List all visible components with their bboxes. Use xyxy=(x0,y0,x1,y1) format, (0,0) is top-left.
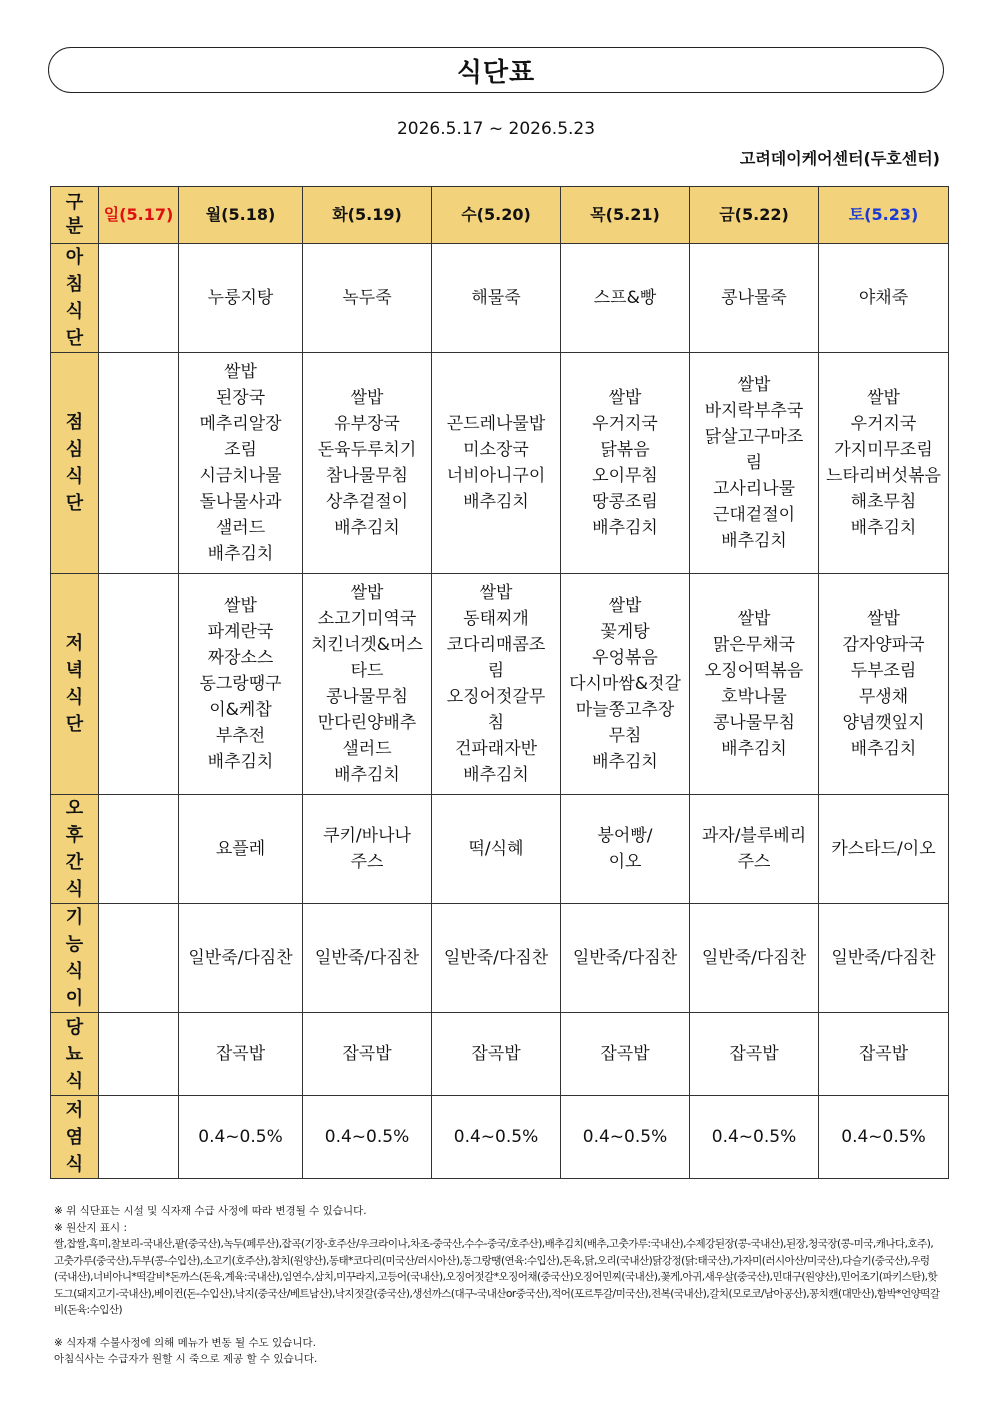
menu-item: 무침 xyxy=(608,726,642,746)
menu-item: 가지미무조림 xyxy=(834,440,933,460)
menu-item: 일반죽/다짐찬 xyxy=(701,948,807,968)
menu-cell-functional-wed xyxy=(432,904,561,1013)
menu-item: 잡곡밥 xyxy=(342,1044,392,1064)
breakfast-notice: 아침식사는 수급자가 원할 시 죽으로 제공 할 수 있습니다. xyxy=(54,1353,318,1365)
menu-cell-lunch-fri xyxy=(690,353,819,574)
menu-cell-functional-thu xyxy=(561,904,690,1013)
menu-item: 다시마쌈&젓갈 xyxy=(569,674,681,694)
menu-item: 일반죽/다짐찬 xyxy=(314,948,420,968)
menu-item: 돈육두루치기 xyxy=(317,440,417,460)
menu-item: 콩나물무침 xyxy=(712,713,796,733)
menu-item: 쌀밥 xyxy=(737,375,771,395)
row-header-snack xyxy=(51,795,99,904)
menu-item: 양념깻잎지 xyxy=(842,713,925,733)
menu-cell-low-salt-fri xyxy=(690,1096,819,1179)
menu-item: 동그랑땡구 xyxy=(199,674,282,694)
menu-cell-dinner-tue xyxy=(303,574,432,795)
menu-item: 스프&빵 xyxy=(593,288,657,308)
corner-cell xyxy=(51,187,99,244)
row-header-char: 단 xyxy=(65,714,84,735)
row-header-char: 심 xyxy=(65,439,84,460)
menu-item: 배추김치 xyxy=(592,518,658,538)
menu-item: 호박나물 xyxy=(721,687,787,707)
menu-cell-functional-fri xyxy=(690,904,819,1013)
menu-item: 일반죽/다짐찬 xyxy=(572,948,678,968)
menu-item: 쿠키/바나나 xyxy=(323,826,411,846)
menu-item: 해물죽 xyxy=(471,288,521,308)
day-header-sun: 일(5.17) xyxy=(99,187,179,244)
menu-item: 쌀밥 xyxy=(867,609,900,629)
menu-row-snack xyxy=(51,795,949,904)
menu-item: 메추리알장 xyxy=(199,414,282,434)
menu-item: 코다리매콤조 xyxy=(446,635,546,655)
menu-cell-dinner-fri xyxy=(690,574,819,795)
menu-item: 붕어빵/ xyxy=(597,826,653,846)
menu-item: 우거지국 xyxy=(592,414,658,434)
corner-char: 분 xyxy=(65,216,84,237)
day-header-tue: 화(5.19) xyxy=(303,187,432,244)
menu-item: 쌀밥 xyxy=(479,583,513,603)
menu-item: 오이무침 xyxy=(592,466,658,486)
row-header-char: 능 xyxy=(65,934,84,955)
menu-item: 배추김치 xyxy=(592,752,658,772)
menu-item: 콩나물무침 xyxy=(325,687,409,707)
menu-row-breakfast xyxy=(51,244,949,353)
menu-cell-lunch-sat xyxy=(819,353,949,574)
menu-item: 일반죽/다짐찬 xyxy=(831,948,936,968)
supply-notice: ※ 식자재 수불사정에 의해 메뉴가 변동 될 수도 있습니다. xyxy=(54,1336,316,1349)
menu-item: 돌나물사과 xyxy=(199,492,282,512)
menu-item: 배추김치 xyxy=(850,739,917,759)
menu-cell-breakfast-wed xyxy=(432,244,561,353)
day-header-sat: 토(5.23) xyxy=(819,187,949,244)
menu-item: 쌀밥 xyxy=(224,362,257,382)
corner-char: 구 xyxy=(65,192,84,213)
menu-cell-snack-tue xyxy=(303,795,432,904)
menu-cell-breakfast-sun xyxy=(99,244,179,353)
row-header-dinner xyxy=(51,574,99,795)
menu-cell-dinner-sat xyxy=(819,574,949,795)
day-header-wed: 수(5.20) xyxy=(432,187,561,244)
menu-row-functional xyxy=(51,904,949,1013)
row-header-char: 단 xyxy=(65,493,84,514)
row-header-char: 식 xyxy=(65,879,84,900)
menu-cell-dinner-mon xyxy=(179,574,303,795)
center-name: 고려데이케어센터(두호센터) xyxy=(739,149,940,168)
menu-item: 잡곡밥 xyxy=(729,1044,779,1064)
menu-cell-snack-sun xyxy=(99,795,179,904)
menu-cell-snack-thu xyxy=(561,795,690,904)
page-title: 식단표 xyxy=(456,57,536,88)
menu-cell-breakfast-fri xyxy=(690,244,819,353)
menu-item: 고사리나물 xyxy=(712,479,796,499)
row-header-diabetic xyxy=(51,1013,99,1096)
menu-item: 배추김치 xyxy=(334,765,400,785)
menu-item: 과자/블루베리 xyxy=(701,826,807,846)
menu-period: 2026.5.17 ~ 2026.5.23 xyxy=(396,119,596,139)
menu-item: 배추김치 xyxy=(463,492,529,512)
row-header-char: 뇨 xyxy=(65,1043,84,1065)
menu-item: 침 xyxy=(487,713,505,733)
menu-item: 주스 xyxy=(737,852,771,872)
row-header-char: 후 xyxy=(65,825,84,846)
row-header-breakfast xyxy=(51,244,99,353)
menu-item: 잡곡밥 xyxy=(600,1044,650,1064)
row-header-char: 식 xyxy=(65,301,84,322)
menu-item: 주스 xyxy=(350,852,384,872)
row-header-char: 식 xyxy=(65,687,84,708)
row-header-char: 염 xyxy=(65,1126,84,1148)
menu-cell-dinner-thu xyxy=(561,574,690,795)
menu-item: 이오 xyxy=(608,852,642,872)
menu-cell-diabetic-sun xyxy=(99,1013,179,1096)
menu-item: 오징어젓갈무 xyxy=(446,687,546,707)
menu-item: 떡/식혜 xyxy=(468,839,524,859)
menu-item: 근대겉절이 xyxy=(712,505,796,525)
menu-cell-functional-tue xyxy=(303,904,432,1013)
menu-item: 우엉볶음 xyxy=(592,648,658,668)
menu-item: 0.4~0.5% xyxy=(841,1127,926,1147)
menu-cell-lunch-wed xyxy=(432,353,561,574)
menu-item: 건파래자반 xyxy=(454,739,538,759)
menu-item: 느타리버섯볶음 xyxy=(826,466,941,486)
menu-cell-lunch-thu xyxy=(561,353,690,574)
menu-item: 맑은무채국 xyxy=(712,635,796,655)
menu-item: 카스타드/이오 xyxy=(831,839,936,859)
menu-item: 부추전 xyxy=(215,726,266,746)
menu-item: 소고기미역국 xyxy=(317,609,417,629)
origin-text: 쌀,찹쌀,흑미,찰보리-국내산,팥(중국산),녹두(페루산),잡곡(기장-호주산/우크라이나,차조-중국산,수수-중국/호주산),배추김치(배추,고춧가루:국내산),수제강된장(콩-국내산),된장,청국장(콩-미국,캐나다,호주),고춧가루(중국산),두부(콩-수입산),소고기(호주산),참치(원양산),동태*코다리(미국산/러시아산),동그랑땡(연육:수입산),돈육,닭,오리(국내산)닭강정(닭:태국산),가자미(러시아산/미국산),다슬기(중국산),우렁(국내산),너비아니*떡갈비*돈까스(돈육,계육:국내산),임연수,삼치,미꾸라지,고등어(국내산),오징어젓갈*오징어채(중국산)오징어민찌(국내산),꽃게,아귀,새우살(중국산),민대구(원양산),민어조기(파키스탄),핫도그(돼지고기-국내산),베이컨(돈-수입산),낙지(중국산/베트남산),낙지젓갈(중국산),생선까스(대구-국내산or중국산),적어(포르투갈/미국산),전복(국내산),갈치(모로코/남아공산),꽁치캔(대만산),함박*언양떡갈비(돈육:수입산) xyxy=(54,1238,940,1316)
menu-cell-dinner-sun xyxy=(99,574,179,795)
row-header-char: 이 xyxy=(65,988,84,1009)
menu-item: 배추김치 xyxy=(721,531,787,551)
menu-item: 만다린양배추 xyxy=(317,713,417,733)
menu-cell-functional-sun xyxy=(99,904,179,1013)
menu-cell-functional-mon xyxy=(179,904,303,1013)
header-row xyxy=(51,187,949,244)
menu-cell-lunch-sun xyxy=(99,353,179,574)
menu-item: 너비아니구이 xyxy=(446,466,546,486)
menu-item: 해초무침 xyxy=(850,492,917,512)
menu-item: 잡곡밥 xyxy=(858,1044,909,1064)
row-header-char: 저 xyxy=(65,633,84,654)
menu-item: 쌀밥 xyxy=(224,596,257,616)
row-header-char: 침 xyxy=(65,274,84,295)
day-header-mon: 월(5.18) xyxy=(179,187,303,244)
menu-cell-diabetic-fri xyxy=(690,1013,819,1096)
menu-item: 콩나물죽 xyxy=(721,288,787,308)
menu-item: 조림 xyxy=(224,440,257,460)
menu-item: 우거지국 xyxy=(850,414,917,434)
menu-cell-breakfast-thu xyxy=(561,244,690,353)
menu-item: 감자양파국 xyxy=(842,635,925,655)
menu-item: 잡곡밥 xyxy=(471,1044,521,1064)
menu-item: 배추김치 xyxy=(463,765,529,785)
menu-row-low-salt xyxy=(51,1096,949,1179)
menu-item: 닭볶음 xyxy=(600,440,650,460)
menu-item: 쌀밥 xyxy=(737,609,771,629)
menu-cell-low-salt-thu xyxy=(561,1096,690,1179)
menu-cell-low-salt-mon xyxy=(179,1096,303,1179)
menu-item: 샐러드 xyxy=(215,518,266,538)
menu-row-diabetic xyxy=(51,1013,949,1096)
menu-cell-functional-sat xyxy=(819,904,949,1013)
menu-cell-diabetic-wed xyxy=(432,1013,561,1096)
menu-cell-breakfast-tue xyxy=(303,244,432,353)
menu-item: 유부장국 xyxy=(334,414,400,434)
menu-cell-low-salt-tue xyxy=(303,1096,432,1179)
menu-row-lunch xyxy=(51,353,949,574)
menu-item: 동태찌개 xyxy=(463,609,529,629)
menu-item: 배추김치 xyxy=(721,739,787,759)
menu-cell-snack-mon xyxy=(179,795,303,904)
menu-item: 0.4~0.5% xyxy=(582,1127,668,1147)
row-header-char: 간 xyxy=(65,852,84,873)
menu-cell-low-salt-sat xyxy=(819,1096,949,1179)
menu-item: 꽃게탕 xyxy=(600,622,650,642)
menu-item: 0.4~0.5% xyxy=(198,1127,283,1147)
menu-item: 잡곡밥 xyxy=(215,1044,266,1064)
row-header-char: 식 xyxy=(65,1070,84,1092)
menu-item: 0.4~0.5% xyxy=(711,1127,797,1147)
menu-item: 파계란국 xyxy=(207,622,274,642)
row-header-char: 식 xyxy=(65,466,84,487)
menu-cell-diabetic-sat xyxy=(819,1013,949,1096)
menu-table xyxy=(50,186,949,1179)
row-header-lunch xyxy=(51,353,99,574)
menu-body xyxy=(51,244,949,1179)
menu-item: 림 xyxy=(745,453,763,473)
menu-item: 샐러드 xyxy=(342,739,392,759)
menu-item: 타드 xyxy=(350,661,384,681)
menu-item: 일반죽/다짐찬 xyxy=(443,948,549,968)
menu-item: 된장국 xyxy=(215,388,266,408)
row-header-char: 아 xyxy=(65,247,84,268)
menu-item: 일반죽/다짐찬 xyxy=(188,948,293,968)
menu-item: 두부조림 xyxy=(850,661,917,681)
row-header-char: 단 xyxy=(65,328,84,349)
row-header-functional xyxy=(51,904,99,1013)
menu-item: 시금치나물 xyxy=(199,466,282,486)
menu-cell-diabetic-tue xyxy=(303,1013,432,1096)
menu-item: 마늘쫑고추장 xyxy=(575,700,675,720)
menu-cell-snack-sat xyxy=(819,795,949,904)
row-header-char: 기 xyxy=(65,907,84,928)
menu-item: 배추김치 xyxy=(207,544,274,564)
menu-cell-snack-wed xyxy=(432,795,561,904)
row-header-char: 식 xyxy=(65,1153,84,1175)
menu-item: 치킨너겟&머스 xyxy=(311,635,423,655)
menu-item: 미소장국 xyxy=(463,440,529,460)
row-header-low-salt xyxy=(51,1096,99,1179)
day-header-fri: 금(5.22) xyxy=(690,187,819,244)
menu-item: 닭살고구마조 xyxy=(704,427,804,447)
menu-row-dinner xyxy=(51,574,949,795)
menu-cell-diabetic-mon xyxy=(179,1013,303,1096)
menu-cell-snack-fri xyxy=(690,795,819,904)
menu-item: 배추김치 xyxy=(207,752,274,772)
menu-item: 오징어떡볶음 xyxy=(704,661,804,681)
menu-item: 배추김치 xyxy=(334,518,400,538)
day-header-thu: 목(5.21) xyxy=(561,187,690,244)
menu-item: 이&케찹 xyxy=(209,700,272,720)
row-header-char: 저 xyxy=(65,1099,84,1121)
notes-gap xyxy=(54,1319,942,1335)
menu-item: 요플레 xyxy=(215,839,266,859)
menu-item: 0.4~0.5% xyxy=(324,1127,410,1147)
menu-item: 쌀밥 xyxy=(608,596,642,616)
origin-title: ※ 원산지 표시 : xyxy=(54,1221,128,1234)
menu-item: 배추김치 xyxy=(850,518,917,538)
row-header-char: 당 xyxy=(65,1016,84,1038)
title-box xyxy=(48,47,944,93)
menu-item: 쌀밥 xyxy=(350,583,384,603)
menu-cell-lunch-mon xyxy=(179,353,303,574)
menu-cell-low-salt-wed xyxy=(432,1096,561,1179)
notes xyxy=(54,1203,942,1368)
row-header-char: 점 xyxy=(65,412,84,433)
menu-item: 쌀밥 xyxy=(867,388,900,408)
row-header-char: 녁 xyxy=(65,660,84,681)
menu-item: 짜장소스 xyxy=(207,648,274,668)
menu-item: 야채죽 xyxy=(858,288,909,308)
menu-cell-lunch-tue xyxy=(303,353,432,574)
change-notice: ※ 위 식단표는 시설 및 식자재 수급 사정에 따라 변경될 수 있습니다. xyxy=(54,1205,367,1217)
menu-item: 누룽지탕 xyxy=(207,288,274,308)
menu-item: 녹두죽 xyxy=(342,288,392,308)
menu-cell-dinner-wed xyxy=(432,574,561,795)
menu-cell-breakfast-mon xyxy=(179,244,303,353)
menu-item: 곤드레나물밥 xyxy=(446,414,546,434)
menu-item: 참나물무침 xyxy=(325,466,409,486)
menu-item: 쌀밥 xyxy=(350,388,384,408)
menu-cell-breakfast-sat xyxy=(819,244,949,353)
menu-item: 상추겉절이 xyxy=(325,492,409,512)
menu-item: 림 xyxy=(487,661,505,681)
menu-cell-diabetic-thu xyxy=(561,1013,690,1096)
row-header-char: 오 xyxy=(65,798,84,819)
menu-item: 0.4~0.5% xyxy=(453,1127,539,1147)
menu-cell-low-salt-sun xyxy=(99,1096,179,1179)
menu-item: 무생채 xyxy=(858,687,909,707)
row-header-char: 식 xyxy=(65,961,84,982)
menu-item: 쌀밥 xyxy=(608,388,642,408)
menu-item: 땅콩조림 xyxy=(592,492,658,512)
menu-item: 바지락부추국 xyxy=(704,401,804,421)
